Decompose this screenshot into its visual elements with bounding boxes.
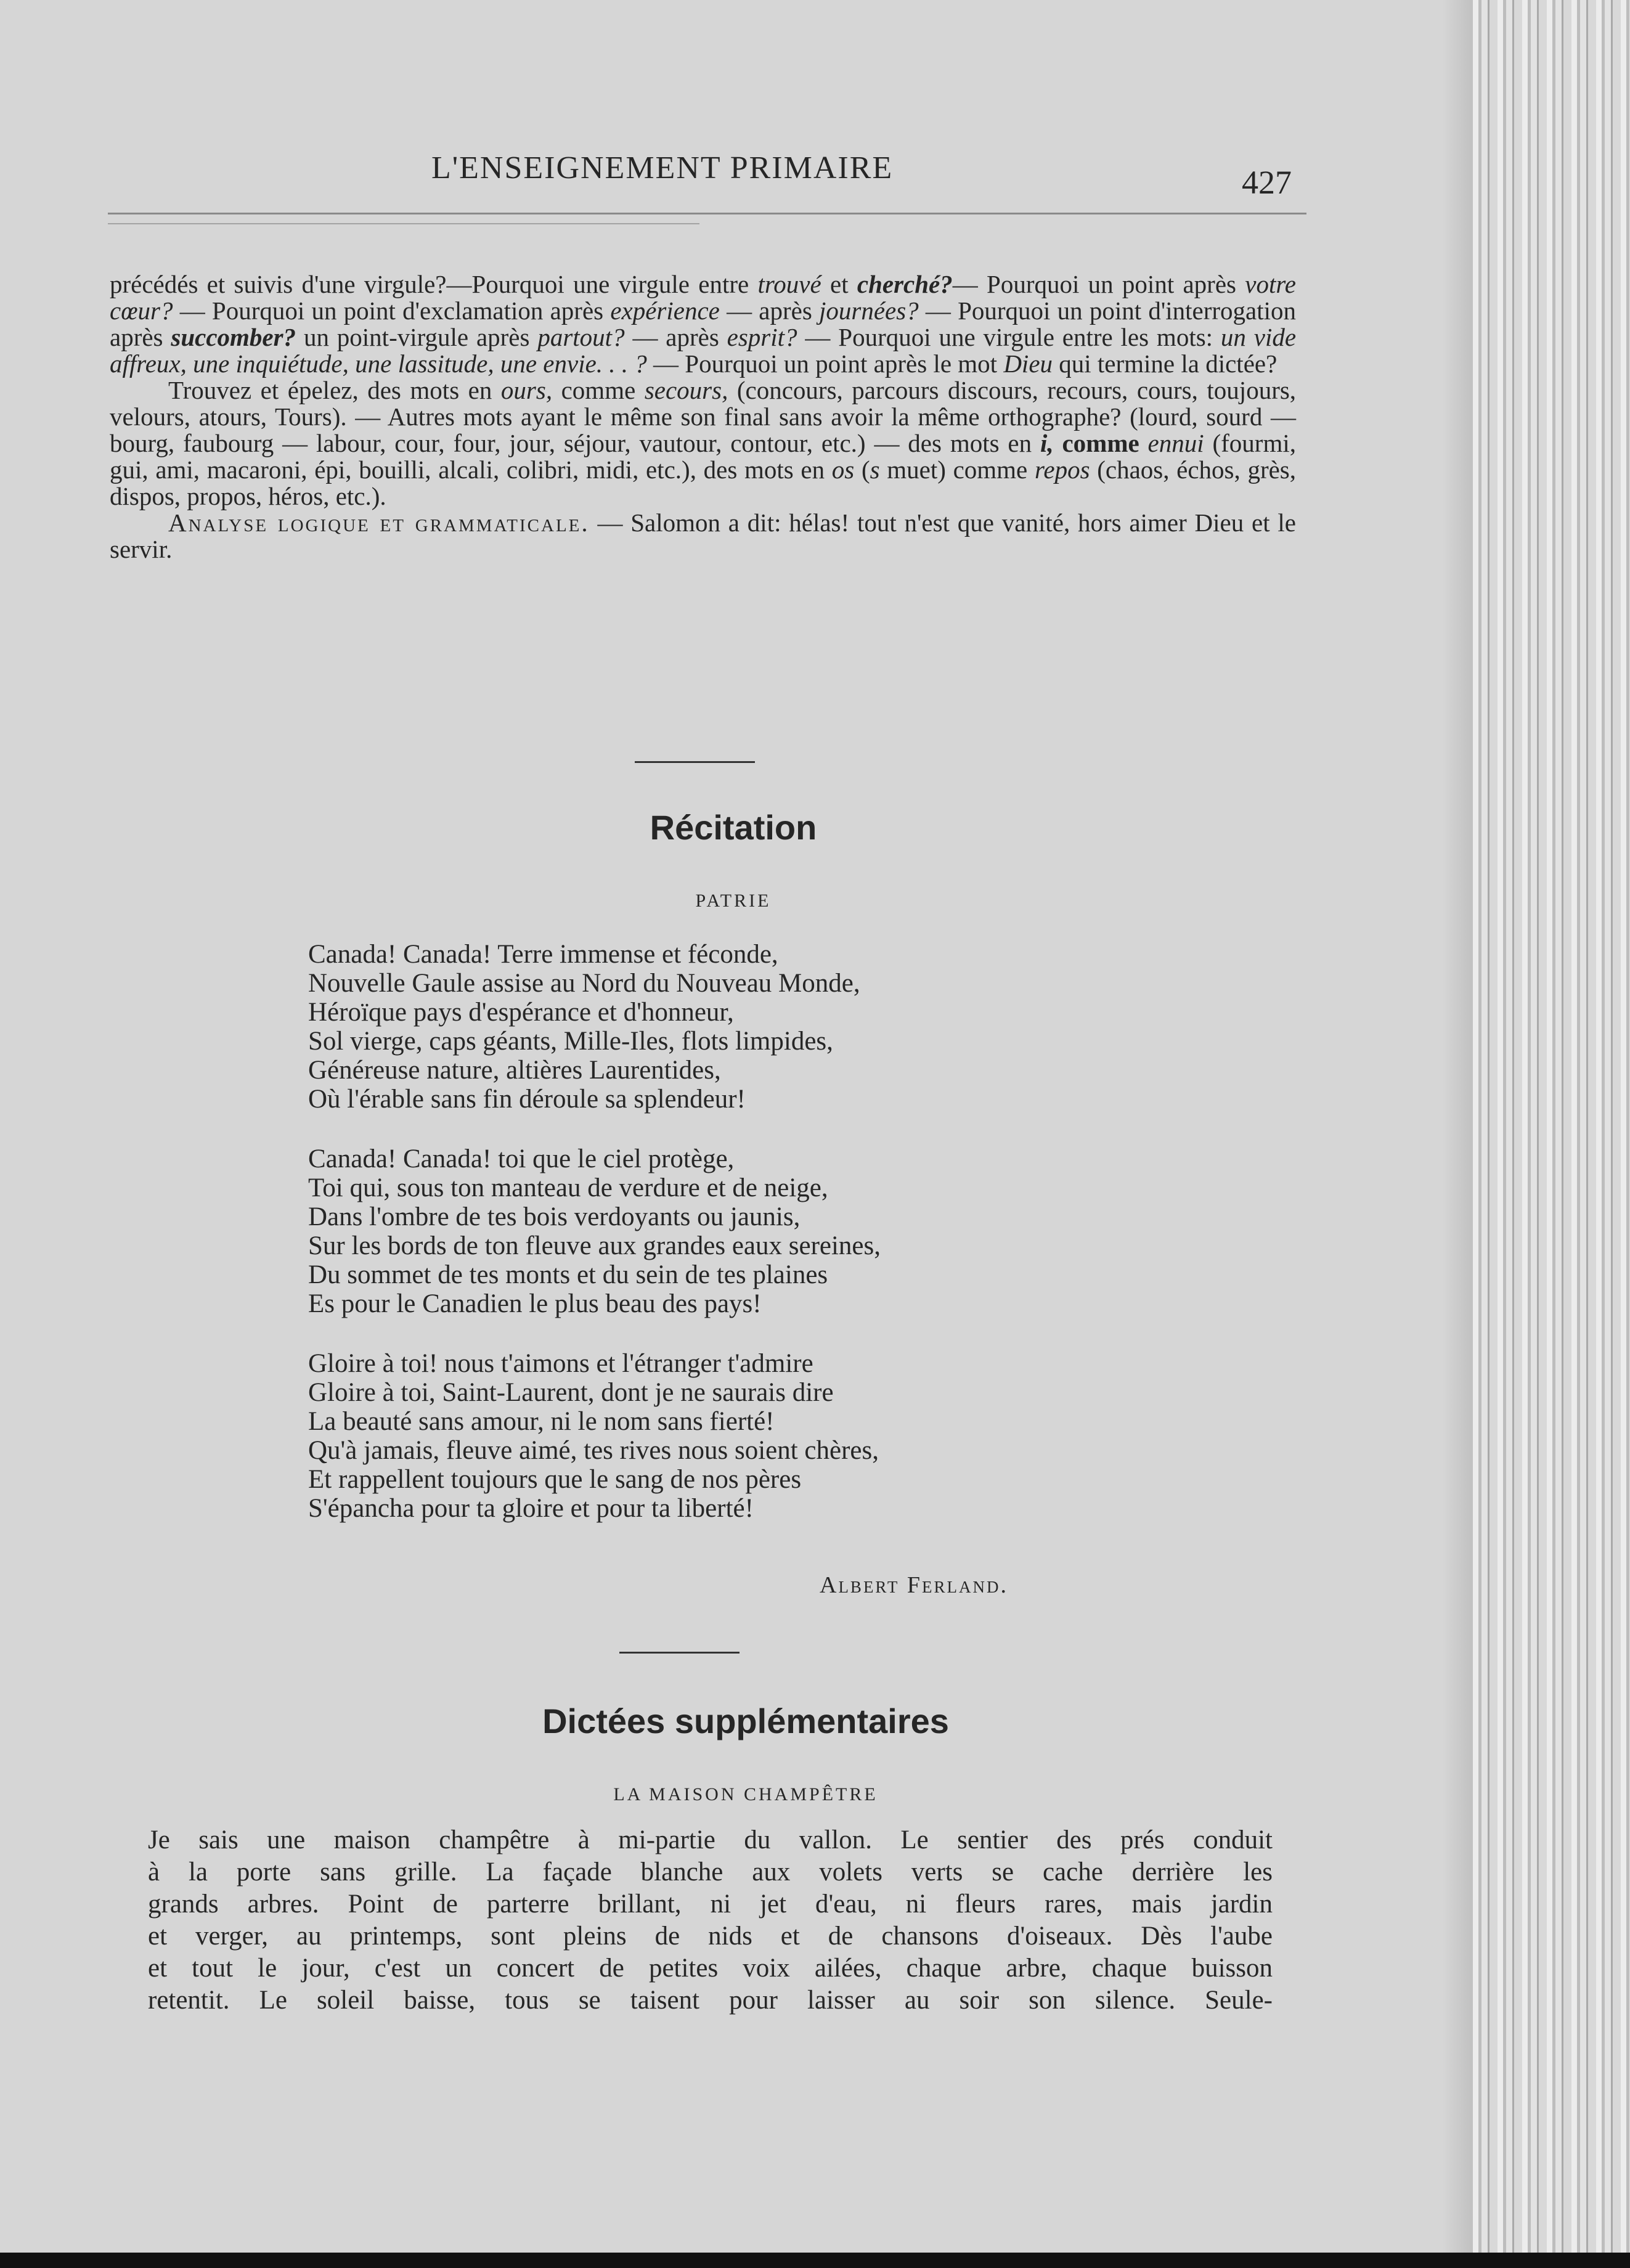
dictee-line: à la porte sans grille. La façade blanche aux volets verts se cache derrière les [148,1858,1273,1887]
poem-stanza [308,1349,1171,1523]
dictee-line: et verger, au printemps, sont pleins de nids et de chansons d'oiseaux. Dès l'aube [148,1922,1273,1951]
exercise-block [110,271,1296,563]
dictee-line: et tout le jour, c'est un concert de petites voix ailées, chaque arbre, chaque buisson [148,1954,1273,1983]
poem [308,940,1171,1554]
analyse-label: Analyse logique et grammaticale. [168,508,590,537]
analyse-paragraph [110,510,1296,563]
dictee-line: grands arbres. Point de parterre brillant, ni jet d'eau, ni fleurs rares, mais jardin [148,1890,1273,1919]
dictees-subtitle: LA MAISON CHAMPÊTRE [613,1784,878,1805]
recitation-heading: Récitation [650,808,817,847]
scan-bottom-edge [0,2253,1630,2268]
analyse-text: — Salomon a dit: hélas! tout n'est que vanité, hors aimer Dieu et le servir. [110,508,1296,563]
poem-author: Albert Ferland. [820,1572,1008,1598]
book-spine [1473,0,1630,2268]
dictee-line: retentit. Le soleil baisse, tous se taisent pour laisser au soir son silence. Seule- [148,1986,1273,2015]
page-number: 427 [1242,164,1292,201]
poem-line: Gloire à toi, Saint-Laurent, dont je ne saurais dire [308,1378,834,1407]
running-title: L'ENSEIGNEMENT PRIMAIRE [431,150,894,186]
dictee-line: Je sais une maison champêtre à mi-partie du vallon. Le sentier des prés conduit [148,1825,1273,1854]
poem-line: Canada! Canada! Terre immense et féconde, [308,940,778,969]
section-separator [635,761,755,763]
section-separator [619,1652,740,1654]
poem-line: Gloire à toi! nous t'aimons et l'étranger t'admire [308,1349,813,1378]
poem-line: Canada! Canada! toi que le ciel protège, [308,1144,735,1173]
poem-line: Es pour le Canadien le plus beau des pays! [308,1289,762,1318]
poem-stanza [308,940,1171,1114]
poem-stanza [308,1144,1171,1318]
recitation-subtitle: PATRIE [695,891,772,911]
poem-line: Sur les bords de ton fleuve aux grandes eaux sereines, [308,1231,881,1260]
poem-line: S'épancha pour ta gloire et pour ta liberté! [308,1494,754,1523]
poem-line: La beauté sans amour, ni le nom sans fierté! [308,1407,775,1436]
poem-line: Héroïque pays d'espérance et d'honneur, [308,998,734,1027]
poem-line: Sol vierge, caps géants, Mille-Iles, flots limpides, [308,1027,833,1056]
dictee-text [148,1824,1273,2017]
page-header [0,139,1356,200]
header-rule [108,213,1306,214]
poem-line: Où l'érable sans fin déroule sa splendeur! [308,1085,746,1114]
poem-line: Et rappellent toujours que le sang de nos pères [308,1465,802,1494]
punctuation-questions: précédés et suivis d'une virgule?—Pourquoi une virgule entre trouvé et cherché?— Pourquoi un point après votre cœur? — Pourquoi un point d'exclamation après expérience — après journées? — Pourquoi un point d'interrogation après succomber? un point-virgule après partout? — après esprit? — Pourquoi une virgule entre les mots: un vide affreux, une inquiétude, une lassitude, une envie. . . ? — Pourquoi un point après le mot Dieu qui termine la dictée? [110,270,1297,378]
poem-line: Toi qui, sous ton manteau de verdure et de neige, [308,1173,828,1202]
poem-line: Qu'à jamais, fleuve aimé, tes rives nous soient chères, [308,1436,879,1465]
header-rule-secondary [108,223,699,224]
poem-line: Du sommet de tes monts et du sein de tes plaines [308,1260,828,1289]
poem-line: Nouvelle Gaule assise au Nord du Nouveau Monde, [308,969,860,998]
poem-line: Dans l'ombre de tes bois verdoyants ou jaunis, [308,1202,801,1231]
poem-line: Généreuse nature, altières Laurentides, [308,1056,721,1085]
trouvez-paragraph: Trouvez et épelez, des mots en ours, comme secours, (concours, parcours discours, recours, cours, toujours, velours, atours, Tours). — Autres mots ayant le même son final sans avoir la même orthographe? (lourd, sourd — bourg, faubourg — labour, cour, four, jour, séjour, vautour, contour, etc.) — des mots en i, comme ennui (fourmi, gui, ami, macaroni, épi, bouilli, alcali, colibri, midi, etc.), des mots en os (s muet) comme repos (chaos, échos, grès, dispos, propos, héros, etc.). [110,376,1297,510]
dictees-heading: Dictées supplémentaires [542,1702,949,1740]
